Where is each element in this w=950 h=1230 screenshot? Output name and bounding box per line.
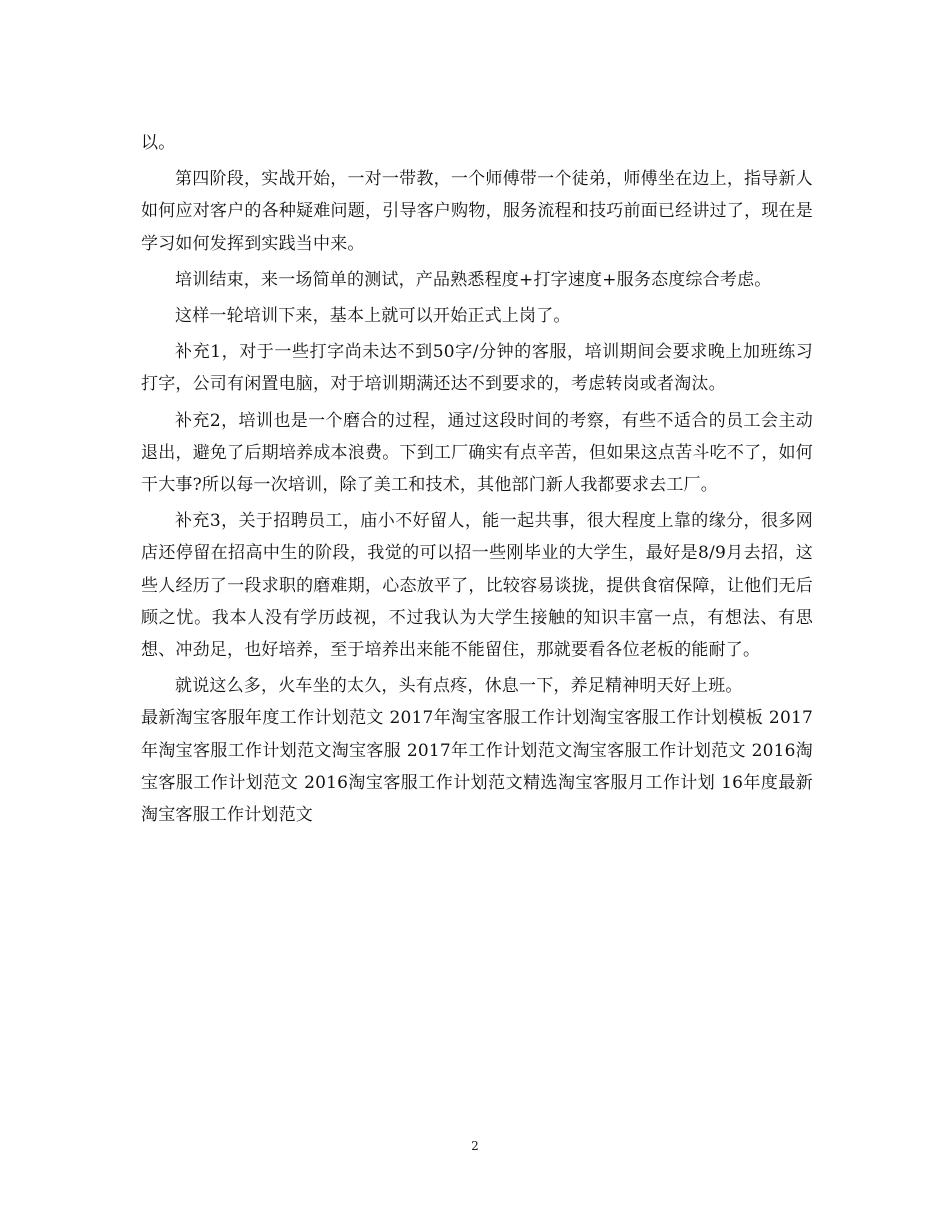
page-number: 2 <box>471 1139 479 1153</box>
paragraph-supplement-1: 补充1，对于一些打字尚未达不到50字/分钟的客服，培训期间会要求晚上加班练习打字，公司有闲置电脑，对于培训期满还达不到要求的，考虑转岗或者淘汰。 <box>141 342 813 395</box>
paragraph-stage-four: 第四阶段，实战开始，一对一带教，一个师傅带一个徒弟，师傅坐在边上，指导新人如何应对客户的各种疑难问题，引导客户购物，服务流程和技巧前面已经讲过了，现在是学习如何发挥到实践当中来。 <box>141 169 813 254</box>
paragraph-training-end: 培训结束，来一场简单的测试，产品熟悉程度+打字速度+服务态度综合考虑。 <box>175 269 772 290</box>
document-body <box>141 127 813 831</box>
paragraph-onboarding: 这样一轮培训下来，基本上就可以开始正式上岗了。 <box>175 306 571 327</box>
paragraph-supplement-2: 补充2，培训也是一个磨合的过程，通过这段时间的考察，有些不适合的员工会主动退出，避免了后期培养成本浪费。下到工厂确实有点辛苦，但如果这点苦斗吃不了，如何干大事?所以每一次培训，除了美工和技术，其他部门新人我都要求去工厂。 <box>141 410 813 496</box>
paragraph-supplement-3: 补充3，关于招聘员工，庙小不好留人，能一起共事，很大程度上靠的缘分，很多网店还停留在招高中生的阶段，我觉的可以招一些刚毕业的大学生，最好是8/9月去招，这些人经历了一段求职的磨难期，心态放平了，比较容易谈拢，提供食宿保障，让他们无后顾之忧。我本人没有学历歧视，不过我认为大学生接触的知识丰富一点，有想法、有思想、冲劲足，也好培养，至于培养出来能不能留住，那就要看各位老板的能耐了。 <box>141 511 813 661</box>
related-articles-text: 最新淘宝客服年度工作计划范文 2017年淘宝客服工作计划淘宝客服工作计划模板 2017年淘宝客服工作计划范文淘宝客服 2017年工作计划范文淘宝客服工作计划范文 2016淘宝客服工作计划范文 2016淘宝客服工作计划范文精选淘宝客服月工作计划 16年度最新淘宝客服工作计划范文 <box>141 708 813 826</box>
paragraph-closing: 就说这么多，火车坐的太久，头有点疼，休息一下，养足精神明天好上班。 <box>175 676 743 697</box>
paragraph-continuation: 以。 <box>141 133 176 153</box>
